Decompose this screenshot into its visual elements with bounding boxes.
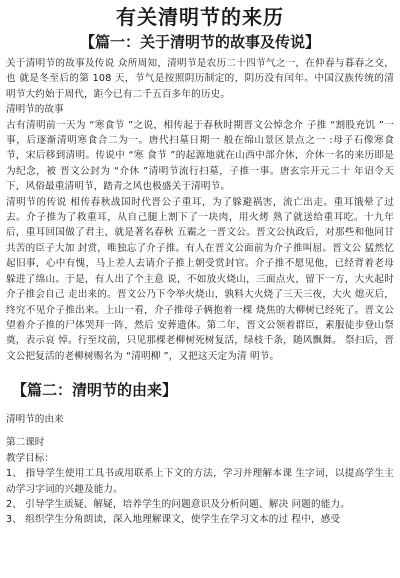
- part1-intro-paragraph: 关于清明节的故事及传说 众所周知，清明节是农历二十四节气之一，在仲春与暮春之交，也 就是冬至后的第 108 天，节气是按照阴历制定的，阴历没有闰年。中国汉族传统的清明节大约始于周代，距今已有二千五百多年的历史。: [6, 58, 394, 100]
- part1-heading: 【篇一：关于清明节的故事及传说】: [79, 33, 320, 51]
- part2-subheading: 清明节的由来: [6, 414, 64, 425]
- goals-label: 教学目标：: [6, 452, 54, 464]
- lesson-label: 第二课时: [6, 437, 45, 449]
- goal-item-2: 2、 引导学生质疑、解疑，培养学生的问题意识及分析问题、解决 问题的能力。: [6, 499, 350, 511]
- part1-story-paragraph: 古有清明前一天为 “寒食节 ”之说，相传起于春秋时期晋文公悼念介 子推 “割股充饥 ”一事，后逐渐清明寒食合二为一。唐代扫墓日期一 般在绵山景区景点之一 :母子石像寒食节，宋后移到清明。传说中 “寒 食节 ”的起源地就在山西中部介休，介休一名的来历即是为纪念，被 晋文公封为 “介休 ”清明节流行扫墓，子推一事。唐玄宗开元二十 年诏令天下，风俗最重清明节，踏青之风也极盛关于清明节。: [6, 119, 394, 193]
- document-title: 有关清明节的来历: [116, 5, 284, 29]
- part1-legend-paragraph: 清明节的传说 相传春秋战国时代晋公子重耳，为了躲避祸害，流亡出走。重耳饿晕了过去。介子推为了救重耳，从自己腿上割下了一块肉，用火烤 熟了就送给重耳吃。十九年后，重耳回国做了君主，就是著名春秋 五霸之一晋文公。晋文公执政后，对那些和他同甘共苦的臣子大加 封赏，唯独忘了介子推。有人在晋文公面前为介子推叫屈。晋文公 猛然忆起旧事，心中有愧，马上差人去请介子推上朝受赏封官。介子推不愿见他，已经背着老母躲进了绵山。于是，有人出了个主意 说，不如放火烧山，三面点火，留下一方，大火起时介子推会自己 走出来的。晋文公乃下令举火烧山，孰料大火烧了三天三夜，大火 熄灭后，终究不见介子推出来。上山一看，介子推母子俩抱着一棵 烧焦的大柳树已经死了。晋文公望着介子推的尸体哭拜一阵，然后 安葬遗体。第二年，晋文公领着群臣，素服徒步登山祭奠，表示哀 悼。行至坟前，只见那棵老柳树死树复活，绿枝千条，随风飘舞。 祭扫后，晋文公把复活的老柳树赐名为 “清明柳 ”，又把这天定为清 明节。: [6, 196, 394, 362]
- goal-item-1: 1、 指导学生使用工具书或用联系上下文的方法，学习并理解本课 生字词，以提高学生主动学习字词的兴趣及能力。: [6, 468, 394, 495]
- part1-subheading: 清明节的故事: [6, 104, 64, 116]
- part2-heading: 【篇二：清明节的由来】: [12, 381, 178, 399]
- part2-section: [6, 378, 394, 528]
- goal-item-3: 3、 组织学生分角朗读，深入地理解课文，使学生在学习文本的过 程中，感受: [6, 514, 341, 526]
